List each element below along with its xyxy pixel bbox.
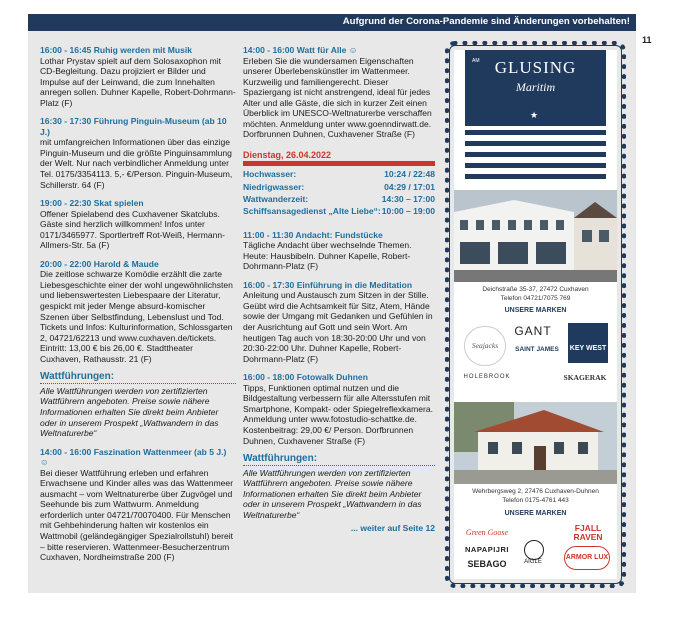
day-heading: Dienstag, 26.04.2022 [243,149,332,160]
aigle-icon [524,540,544,560]
corona-banner [28,14,636,31]
event-body: Tipps, Funktionen optimal nutzen und die Bildgestaltung verbessern für alle Altersstufen mit Smartphone, Kompakt- oder Spiegelreflexkamera. Anmeldung unter www.fotostudio-schattke.de. Kostenbeitrag: 29,00 €/ Person. Dorfbrunnen Duhnen, Cuxhavener Straße (F) [243,382,434,446]
event-body: Bei dieser Wattführung erleben und erfahren Erwachsene und Kinder alles was das Wattenmeer ausmacht – vom Weltnaturerbe über Zugvögel und Seehunde bis zum Wattwurm. Anmeldung erforderlich unter 04721/70070400. Für Menschen mit Gehbehinderung halten wir kostenlos ein Wattmobil (geländegängiger Spezialrollstuhl) bereit – bitte reservieren. Wattenmeer-Besucherzentrum Cuxhaven, Nordheimstraße 200 (F) [40,467,234,563]
brand-logo: NAPAPIJRI [465,545,509,554]
page-number: 11 [642,35,652,45]
stripe-decoration [465,130,606,185]
event-title: 14:00 - 16:00 Watt für Alle ☺ [243,45,358,55]
brand-logo: ARMOR LUX [564,546,610,570]
event-body: Lothar Prystav spielt auf dem Solosaxophon mit CD-Begleitung. Dazu projiziert er Bilder und Impulse auf der Leinwand, die zum Innehalten anregen sollen. Duhner Kapelle, Robert-Dohrmann-Platz (F) [40,55,236,108]
day-divider [243,161,435,166]
brand-logo: Green Goose [465,528,509,537]
brands-heading: UNSERE MARKEN [504,307,567,314]
address-line: Wehrbergsweg 2, 27476 Cuxhaven-Duhnen [472,488,599,495]
section-title: Wattführungen: [40,372,236,384]
brand-logo: AIGLE [524,559,542,565]
event-body: Anleitung und Austausch zum Sitzen in der Stille. Geübt wird die Achtsamkeit für Sitz, Atem, Hände sowie der Umgang mit Gedanken und Gefühlen in der Ausrichtung auf Gott und sein Wort. Am heutigen Tag auch von 18:30-20:00 Uhr und von 20:30-22:00 Uhr. Duhner Kapelle, Robert-Dohrmann-Platz (F) [243,290,433,364]
brands-heading: UNSERE MARKEN [504,510,567,517]
brand-logo: KEY WEST [568,323,608,363]
star-icon: ★ [530,110,539,120]
advertisement[interactable] [445,41,626,588]
event-item [40,447,236,563]
ad-content [454,50,617,579]
tide-table [243,169,435,217]
tide-value: 10:00 – 19:00 [381,205,435,216]
tide-value: 10:24 / 22:48 [384,169,435,180]
logo-subtitle: Maritim [515,80,556,94]
wattfuehrungen-section [40,372,236,438]
tide-row [243,169,435,181]
tide-label: Niedrigwasser: [243,181,305,192]
tide-row [243,194,435,206]
brand-logo: SAINT JAMES [515,346,559,353]
event-item [40,45,236,108]
address-line: Deichstraße 35-37, 27472 Cuxhaven [482,286,589,293]
event-body: mit umfangreichen Informationen über das einzige Pinguin-Museum und die größte Pinguinsammlung der Welt. Nur nach verbindlicher Anmeldung unter Tel. 0175/3354113. 5,- €/Person. Pinguin-Museum, Schillerstr. 64 (F) [40,137,233,190]
tide-row [243,206,435,218]
event-title: 16:00 - 16:45 Ruhig werden mit Musik [40,45,192,55]
event-title: 19:00 - 22:30 Skat spielen [40,198,144,209]
logo-prefix: AM [472,58,480,64]
event-item [243,372,435,446]
tide-value: 14:30 – 17:00 [381,193,435,204]
event-item [243,230,435,272]
section-body: Alle Wattführungen werden von zertifizierten Wattführern angeboten. Preise sowie nähere Informationen erhalten Sie direkt beim Anbieter oder in unserem Prospekt „Wattwandern in das Weltnaturerbe“ [40,385,219,439]
banner-text: Aufgrund der Corona-Pandemie sind Änderungen vorbehalten! [342,16,630,27]
event-item [40,259,236,364]
tide-label: Wattwanderzeit: [243,193,309,204]
event-title: 16:00 - 18:00 Fotowalk Duhnen [243,372,368,383]
event-body: Tägliche Andacht über wechselnde Themen. Heute: Hausbibeln. Duhner Kapelle, Robert-Dohrmann-Platz (F) [243,240,412,272]
store-photo-cuxhaven [454,190,617,282]
continued-link[interactable]: ... weiter auf Seite 12 [350,523,435,534]
phone-line: Telefon 0175-4761 443 [502,497,569,504]
brand-logo: SKAGERAK [563,373,607,382]
brand-logo: SEBAGO [467,559,507,569]
event-item [40,198,236,251]
tide-value: 04:29 / 17:01 [384,181,435,192]
address-cuxhaven [454,285,617,303]
event-item [243,45,435,140]
event-title: 20:00 - 22:00 Harold & Maude [40,258,159,269]
tide-row [243,182,435,194]
tide-label: Hochwasser: [243,169,297,180]
column-middle [243,45,435,534]
column-left [40,45,236,571]
brand-logo: Seajacks [464,326,506,366]
event-body: Erleben Sie die wundersamen Eigenschaften unserer Überlebenskünstler im Wattenmeer. Kurzweilig und familiengerecht. Dieser Spaziergang ist nicht anstrengend, ideal für jedes Alter und alle Gäste, die sich in kurzer Zeit einen Überblick im UNESCO-Weltnaturerbe verschaffen möchten. Anmeldung unter www.goenndirwatt.de. Dorfbrunnen Duhnen, Cuxhavener Straße (F) [243,55,432,140]
event-title: 16:00 - 17:30 Einführung in die Meditation [243,279,413,290]
brand-logo: FJALL RAVEN [573,523,603,542]
event-title: 11:00 - 11:30 Andacht: Fundstücke [243,229,383,240]
logo-name: GLUSING [494,58,577,77]
event-title: 14:00 - 16:00 Faszination Wattenmeer (ab 5 J.) ☺ [40,446,227,468]
store-logo [465,50,606,126]
section-title: Wattführungen: [243,454,435,466]
address-duhnen [454,487,617,505]
event-item [40,116,236,190]
wattfuehrungen-section [243,454,435,520]
tide-label: Schiffsansagedienst „Alte Liebe“: [243,205,381,216]
event-body: Die zeitlose schwarze Komödie erzählt die zarte Liebesgeschichte einer der wohl ungewöhnlichsten und liebenswertesten Liebespaare der Literatur, gespickt mit jeder Menge absurd-komischer Szenen über Selbstfindung, Lebenslust und Tod. Tickets und Infos: Kulturinformation, Schlossgarten 2, 04721/62213 und www.cuxhaven.de/tickets. Eintritt: 13,00 € bis 26,00 €. Stadttheater Cuxhaven, Rathausstr. 21 (F) [40,269,233,364]
brand-logo: GANT [514,324,552,338]
event-title: 16:30 - 17:30 Führung Pinguin-Museum (ab 10 J.) [40,116,227,137]
store-photo-duhnen [454,402,617,484]
brand-logo: HOLEBROOK [463,374,511,380]
phone-line: Telefon 04721/7075 769 [500,295,571,302]
event-body: Offener Spielabend des Cuxhavener Skatclubs. Gäste sind herzlich willkommen! Infos unter 0171/3465977. Sportlertreff Rot-Weiß, Hermann-Allmers-Str. 5a (F) [40,208,225,251]
section-body: Alle Wattführungen werden von zertifizierten Wattführern angeboten. Preise sowie nähere Informationen erhalten Sie direkt beim Anbieter oder in unserem Prospekt „Wattwandern in das Weltnaturerbe“ [243,467,422,520]
event-item [243,280,435,364]
